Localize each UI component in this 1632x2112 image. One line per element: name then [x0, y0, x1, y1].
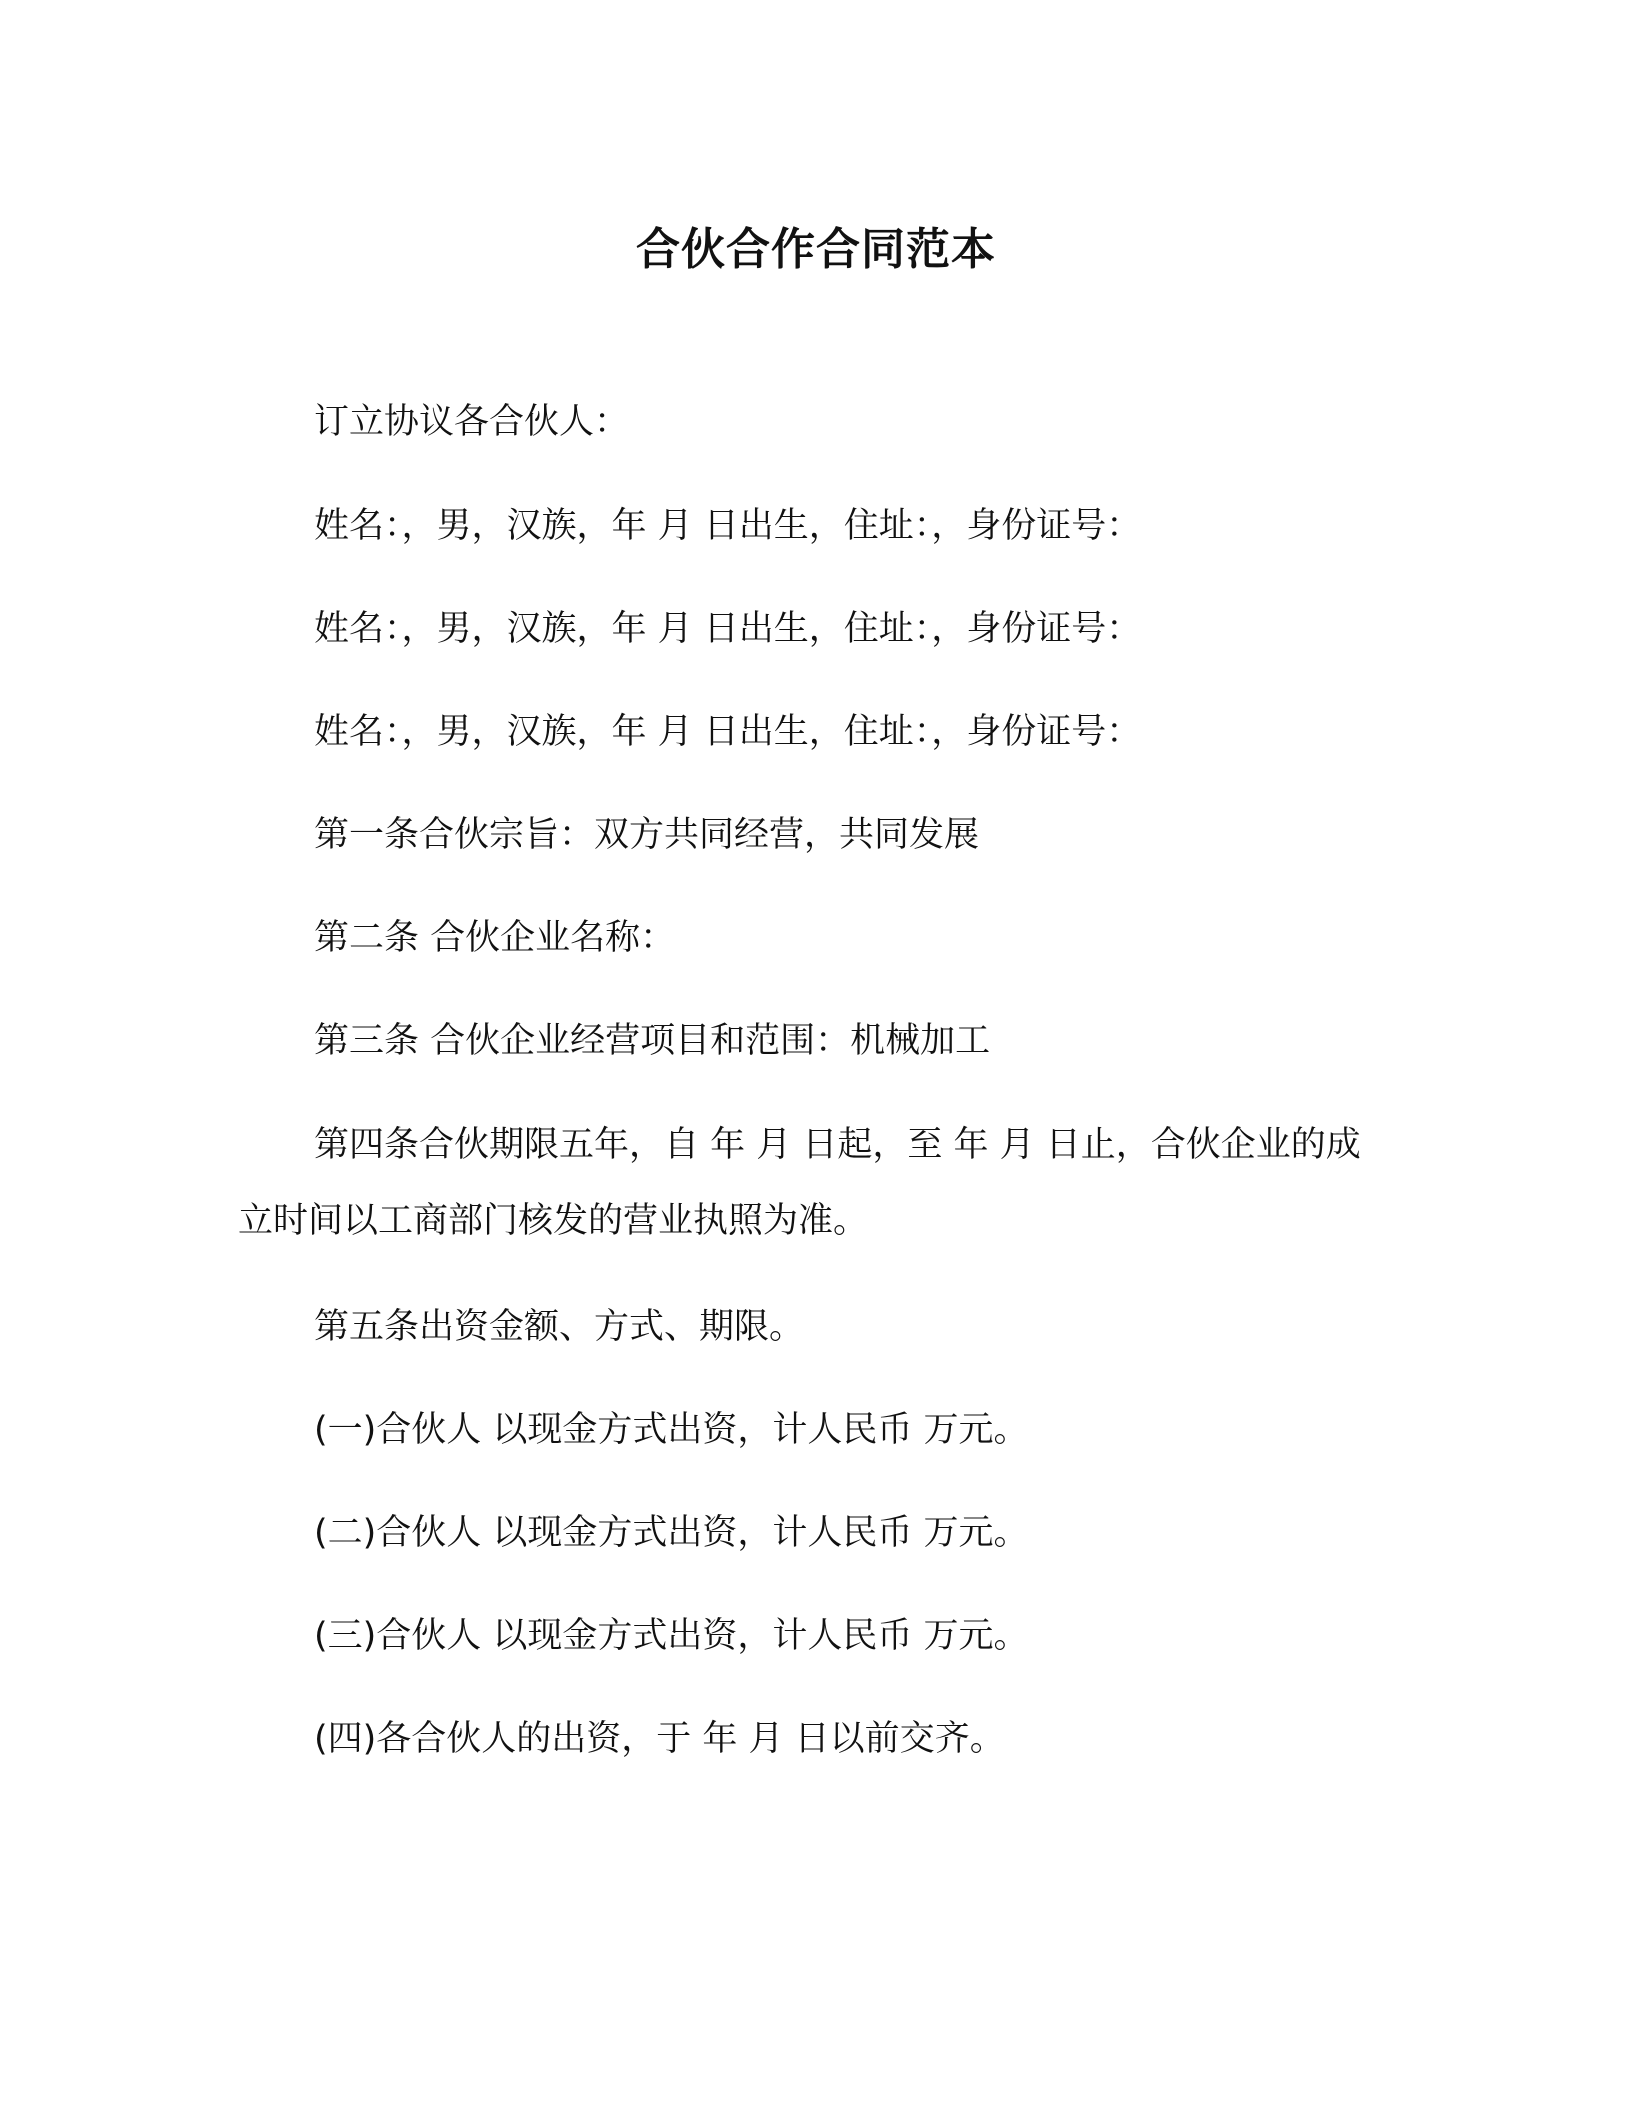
paragraph-contribution-4: (四)各合伙人的出资，于 年 月 日以前交齐。: [314, 1719, 1005, 1759]
paragraph-contribution-3: (三)合伙人 以现金方式出资，计人民币 万元。: [314, 1616, 1029, 1656]
paragraph-article-1: 第一条合伙宗旨：双方共同经营，共同发展: [314, 815, 980, 855]
paragraph-partner-1: 姓名：，男，汉族，年 月 日出生，住址：，身份证号：: [314, 506, 1142, 546]
paragraph-contribution-1: (一)合伙人 以现金方式出资，计人民币 万元。: [314, 1410, 1029, 1450]
paragraph-article-3: 第三条 合伙企业经营项目和范围：机械加工: [314, 1021, 991, 1061]
paragraph-partner-3: 姓名：，男，汉族，年 月 日出生，住址：，身份证号：: [314, 712, 1142, 752]
paragraph-article-2: 第二条 合伙企业名称：: [314, 918, 676, 958]
document-title: 合伙合作合同范本: [636, 224, 996, 275]
paragraph-parties-intro: 订立协议各合伙人：: [314, 402, 630, 442]
paragraph-article-4: 第四条合伙期限五年，自 年 月 日起，至 年 月 日止，合伙企业的成立时间以工商部门核发的营业执照为准。: [238, 1125, 1361, 1241]
paragraph-article-5: 第五条出资金额、方式、期限。: [314, 1307, 805, 1347]
paragraph-partner-2: 姓名：，男，汉族，年 月 日出生，住址：，身份证号：: [314, 609, 1142, 649]
paragraph-contribution-2: (二)合伙人 以现金方式出资，计人民币 万元。: [314, 1513, 1029, 1553]
